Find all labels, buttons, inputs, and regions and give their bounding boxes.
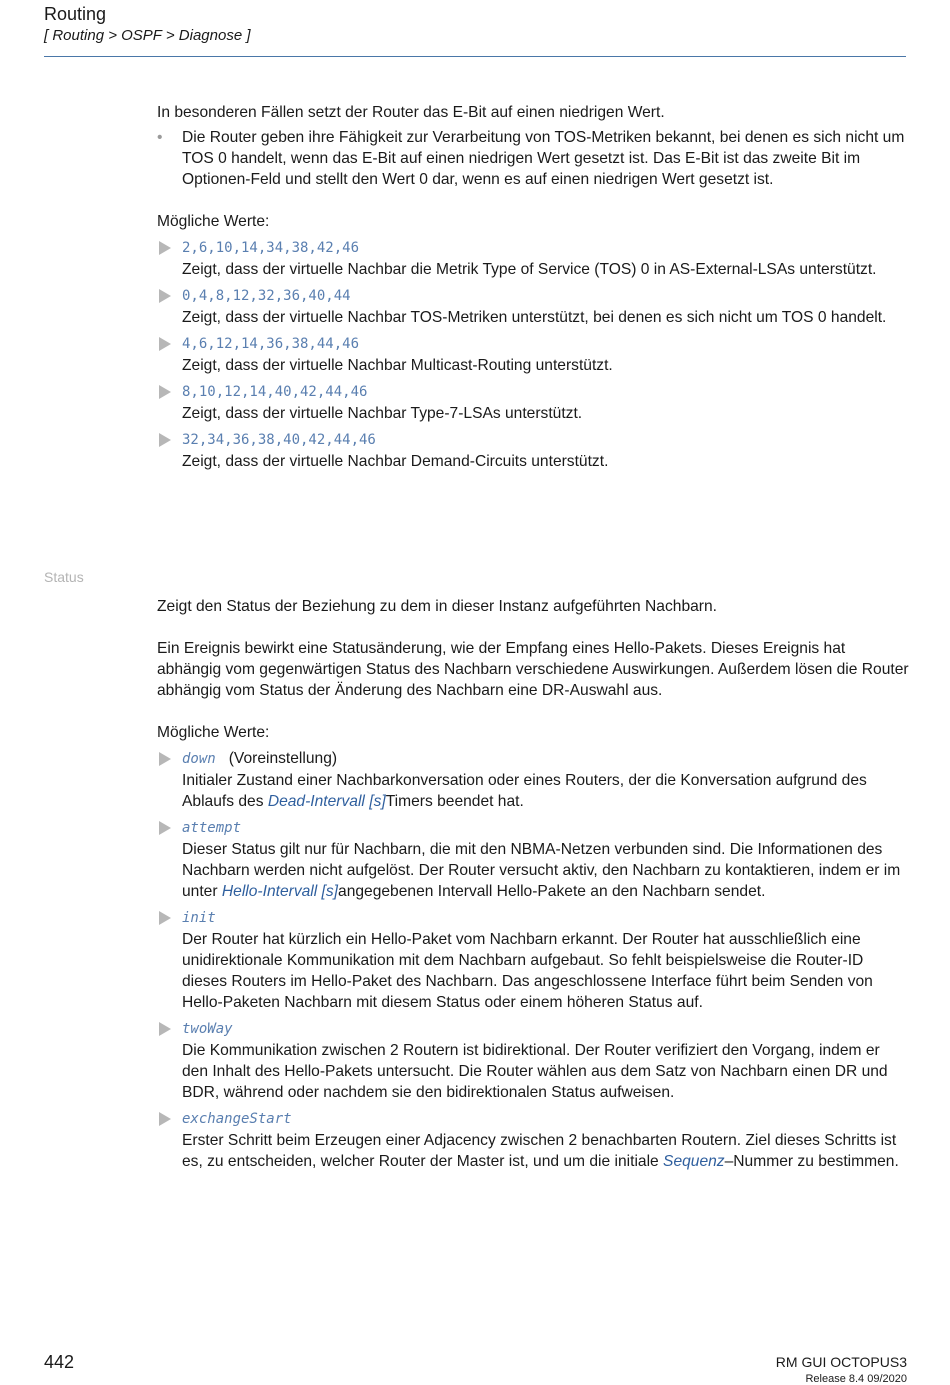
release-info: Release 8.4 09/2020 (805, 1373, 907, 1385)
value-code: 2,6,10,14,34,38,42,46 (182, 240, 360, 256)
running-header-title: Routing (44, 4, 107, 24)
header-rule (44, 56, 906, 57)
value-code: 0,4,8,12,32,36,40,44 (182, 288, 351, 304)
value-code: exchangeStart (182, 1111, 292, 1127)
triangle-icon (159, 821, 171, 835)
section-tos-options (157, 102, 909, 477)
value-desc: Zeigt, dass der virtuelle Nachbar Demand-Circuits unterstützt. (182, 453, 609, 470)
value-item-exchangestart (157, 1108, 909, 1172)
status-values-list (157, 748, 909, 1172)
status-paragraph-2: Ein Ereignis bewirkt eine Statusänderung, wie der Empfang eines Hello-Pakets. Dieses Ereignis hat abhängig vom gegenwärtigen Status des Nachbarn verschiedene Auswirkungen. Außerdem lösen die Router abhängig vom Status der Änderung des Nachbarn eine DR-Auswahl aus. (157, 640, 909, 699)
triangle-icon (159, 752, 171, 766)
value-code: 4,6,12,14,36,38,44,46 (182, 336, 360, 352)
value-item-down (157, 748, 909, 812)
value-code: 32,34,36,38,40,42,44,46 (182, 432, 376, 448)
value-item-init (157, 907, 909, 1013)
value-desc-tail: –Nummer zu bestimmen. (724, 1153, 899, 1170)
tos-values-list (157, 237, 909, 472)
dead-interval-link[interactable]: Dead-Intervall [s] (267, 793, 386, 810)
value-desc: Zeigt, dass der virtuelle Nachbar Multicast-Routing unterstützt. (182, 357, 613, 374)
value-item (157, 429, 909, 472)
value-item (157, 237, 909, 280)
triangle-icon (159, 911, 171, 925)
value-desc-tail: Timers beendet hat. (385, 793, 524, 810)
triangle-icon (159, 385, 171, 399)
value-code: attempt (182, 820, 242, 836)
bullet-dot-icon: • (157, 129, 163, 146)
value-desc: Initialer Zustand einer Nachbarkonversation oder eines Routers, der die Konversation aufgrund des Ablaufs des (182, 772, 867, 810)
value-desc: Zeigt, dass der virtuelle Nachbar die Metrik Type of Service (TOS) 0 in AS-External-LSAs unterstützt. (182, 261, 877, 278)
triangle-icon (159, 1022, 171, 1036)
document-title: RM GUI OCTOPUS3 (775, 1354, 907, 1370)
value-desc: Der Router hat kürzlich ein Hello-Paket vom Nachbarn erkannt. Der Router hat ausschließlich eine unidirektionale Kommunikation mit dem Nachbarn aufgebaut. So fehlt beispielsweise die Router-ID dieses Routers im Hello-Paket des Nachbarn. Das angeschlossene Interface führt beim Senden von Hello-Paketen Nachbarn mit diesem Status oder einem höheren Status auf. (182, 931, 873, 1011)
default-note: (Voreinstellung) (228, 750, 338, 767)
value-desc: Dieser Status gilt nur für Nachbarn, die mit den NBMA-Netzen verbunden sind. Die Informationen des Nachbarn werden nicht aufgelöst. Der Router versucht aktiv, den Nachbarn zu kontaktieren, indem er im unter (182, 841, 901, 900)
triangle-icon (159, 241, 171, 255)
sequence-link[interactable]: Sequenz (663, 1153, 725, 1170)
value-item-twoway (157, 1018, 909, 1103)
value-desc-tail: angegebenen Intervall Hello-Pakete an den Nachbarn sendet. (338, 883, 766, 900)
page-number: 442 (44, 1352, 75, 1372)
possible-values-label: Mögliche Werte: (157, 724, 270, 741)
breadcrumb: [ Routing > OSPF > Diagnose ] (44, 27, 251, 44)
value-item (157, 381, 909, 424)
value-desc: Zeigt, dass der virtuelle Nachbar Type-7-LSAs unterstützt. (182, 405, 583, 422)
value-item (157, 285, 909, 328)
value-desc: Die Kommunikation zwischen 2 Routern ist bidirektional. Der Router verifiziert den Vorgang, indem er den Inhalt des Hello-Pakets untersucht. Die Router wählen aus dem Satz von Nachbarn einen DR und BDR, während oder nachdem sie den bidirektionalen Status aufweisen. (182, 1042, 888, 1101)
status-paragraph-1: Zeigt den Status der Beziehung zu dem in dieser Instanz aufgeführten Nachbarn. (157, 598, 717, 615)
triangle-icon (159, 433, 171, 447)
value-item (157, 333, 909, 376)
bullet-text: Die Router geben ihre Fähigkeit zur Verarbeitung von TOS-Metriken bekannt, bei denen es sich nicht um TOS 0 handelt, wenn das E-Bit auf einen niedrigen Wert gesetzt ist. Das E-Bit ist das zweite Bit im Optionen-Feld und stellt den Wert 0 dar, wenn es auf einen niedrigen Wert gesetzt ist. (182, 129, 905, 188)
intro-paragraph: In besonderen Fällen setzt der Router das E-Bit auf einen niedrigen Wert. (157, 104, 665, 121)
section-status (157, 596, 909, 1177)
value-item-attempt (157, 817, 909, 902)
triangle-icon (159, 1112, 171, 1126)
triangle-icon (159, 289, 171, 303)
triangle-icon (159, 337, 171, 351)
possible-values-label: Mögliche Werte: (157, 213, 270, 230)
value-code: down (182, 751, 216, 767)
value-code: init (182, 910, 216, 926)
value-code: 8,10,12,14,40,42,44,46 (182, 384, 368, 400)
value-desc: Zeigt, dass der virtuelle Nachbar TOS-Metriken unterstützt, bei denen es sich nicht um TOS 0 handelt. (182, 309, 887, 326)
value-code: twoWay (182, 1021, 233, 1037)
value-desc: Erster Schritt beim Erzeugen einer Adjacency zwischen 2 benachbarten Routern. Ziel dieses Schritts ist es, zu entscheiden, welcher Router der Master ist, und um die initiale (182, 1132, 897, 1170)
hello-interval-link[interactable]: Hello-Intervall [s] (221, 883, 339, 900)
status-section-label: Status (44, 569, 84, 585)
bullet-item (157, 127, 909, 190)
